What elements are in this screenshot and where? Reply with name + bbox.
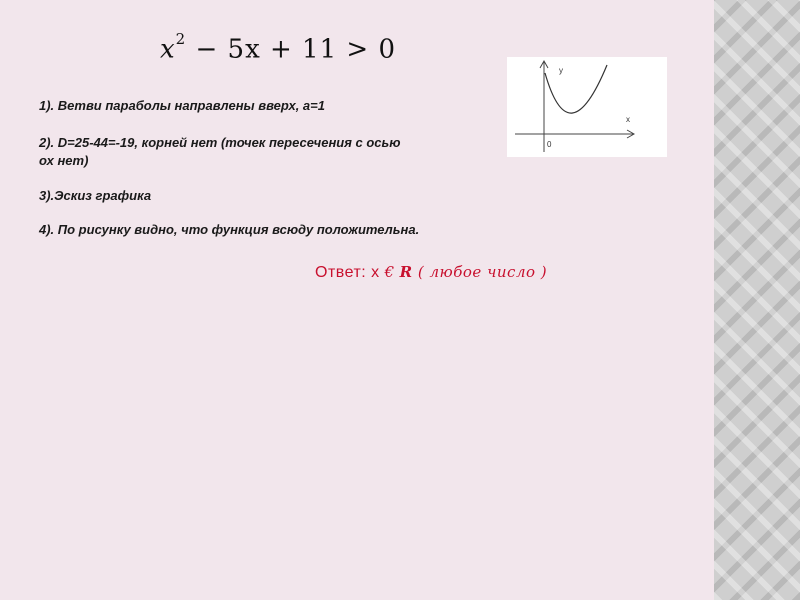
step-2-continued: ох нет) xyxy=(39,153,89,168)
step-3: 3).Эскиз графика xyxy=(39,188,152,203)
answer-tail: ( любое число ) xyxy=(412,263,548,281)
parabola-curve xyxy=(545,65,607,113)
answer xyxy=(315,263,547,282)
answer-symbol: € xyxy=(384,263,395,281)
step-4: 4). По рисунку видно, что функция всюду положительна. xyxy=(39,222,420,237)
origin-label: 0 xyxy=(547,140,552,149)
inequality-rest: − 5x + 11 > 0 xyxy=(186,34,396,65)
step-2: 2). D=25-44=-19, корней нет (точек пересечения с осью xyxy=(39,135,401,150)
inequality xyxy=(160,30,396,65)
inequality-x: x xyxy=(160,34,176,65)
inequality-exponent: 2 xyxy=(175,30,187,48)
parabola-sketch xyxy=(507,57,667,157)
decorative-side-strip xyxy=(714,0,800,600)
parabola-svg xyxy=(507,57,667,157)
y-axis-label: y xyxy=(559,66,563,75)
answer-set: R xyxy=(399,263,413,281)
x-axis-label: x xyxy=(626,115,630,124)
answer-prefix: Ответ: x xyxy=(315,264,385,281)
step-1: 1). Ветви параболы направлены вверх, а=1 xyxy=(39,98,325,113)
